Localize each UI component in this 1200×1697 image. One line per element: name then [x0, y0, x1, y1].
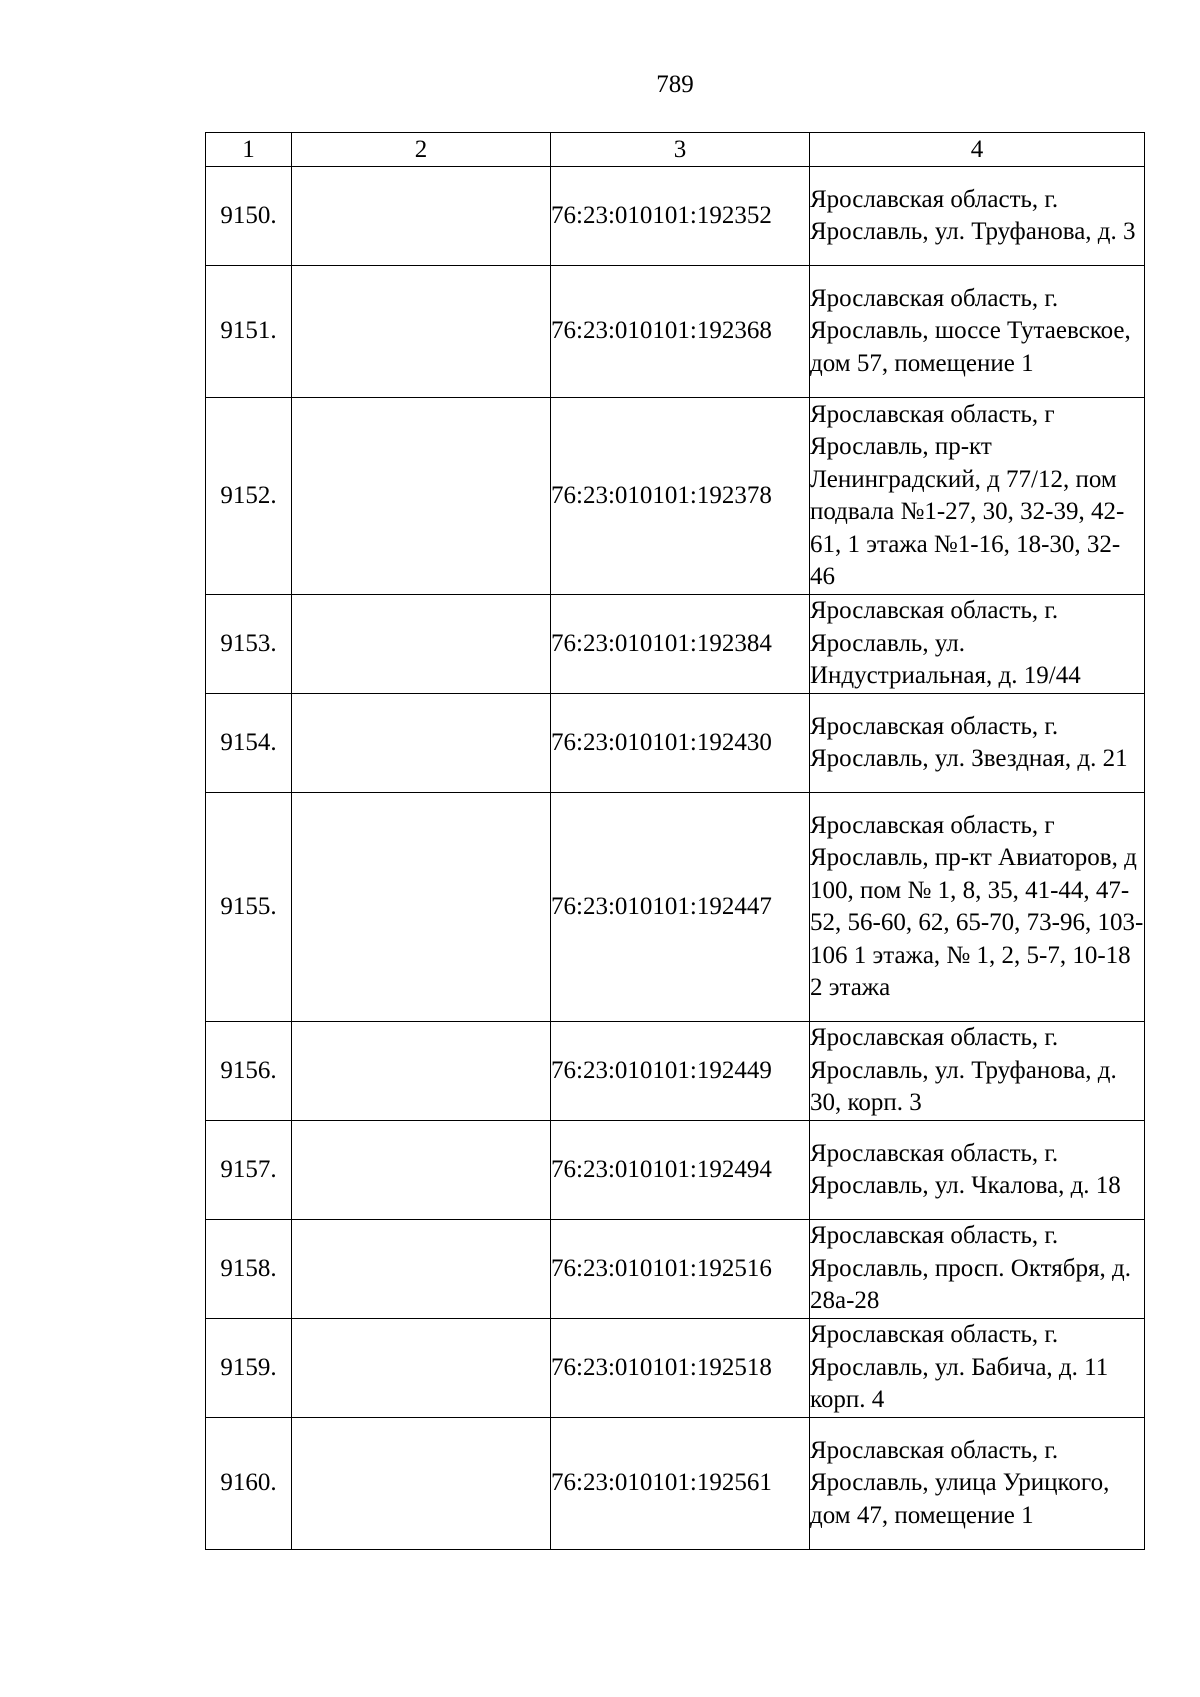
row-col2: [292, 398, 551, 595]
table-row: [206, 694, 1145, 793]
address: Ярославская область, г. Ярославль, ул. Бабича, д. 11 корп. 4: [810, 1319, 1145, 1418]
cadastral-number: 76:23:010101:192378: [551, 398, 810, 595]
row-number: 9158.: [206, 1220, 292, 1319]
table-row: [206, 398, 1145, 595]
column-header: 4: [810, 133, 1145, 167]
row-number: 9153.: [206, 595, 292, 694]
row-number: 9151.: [206, 266, 292, 398]
row-number: 9157.: [206, 1121, 292, 1220]
row-number: 9155.: [206, 793, 292, 1022]
cadastral-number: 76:23:010101:192494: [551, 1121, 810, 1220]
row-col2: [292, 1220, 551, 1319]
address: Ярославская область, г. Ярославль, просп. Октября, д. 28а-28: [810, 1220, 1145, 1319]
row-number: 9156.: [206, 1022, 292, 1121]
address: Ярославская область, г. Ярославль, ул. Чкалова, д. 18: [810, 1121, 1145, 1220]
row-number: 9154.: [206, 694, 292, 793]
address: Ярославская область, г. Ярославль, ул. Труфанова, д. 3: [810, 167, 1145, 266]
table-row: [206, 266, 1145, 398]
table-row: [206, 1121, 1145, 1220]
column-header: 1: [206, 133, 292, 167]
row-col2: [292, 793, 551, 1022]
address: Ярославская область, г. Ярославль, ул. Звездная, д. 21: [810, 694, 1145, 793]
column-header: 2: [292, 133, 551, 167]
column-header: 3: [551, 133, 810, 167]
row-number: 9160.: [206, 1418, 292, 1550]
cadastral-number: 76:23:010101:192352: [551, 167, 810, 266]
cadastral-number: 76:23:010101:192447: [551, 793, 810, 1022]
registry-table: [205, 132, 1145, 1550]
table-row: [206, 1022, 1145, 1121]
row-col2: [292, 266, 551, 398]
row-col2: [292, 1022, 551, 1121]
row-col2: [292, 167, 551, 266]
row-col2: [292, 694, 551, 793]
cadastral-number: 76:23:010101:192384: [551, 595, 810, 694]
address: Ярославская область, г. Ярославль, ул. Индустриальная, д. 19/44: [810, 595, 1145, 694]
address: Ярославская область, г Ярославль, пр-кт Ленинградский, д 77/12, пом подвала №1-27, 30, 32-39, 42-61, 1 этажа №1-16, 18-30, 32-46: [810, 398, 1145, 595]
row-number: 9152.: [206, 398, 292, 595]
address: Ярославская область, г Ярославль, пр-кт Авиаторов, д 100, пом № 1, 8, 35, 41-44, 47-52, 56-60, 62, 65-70, 73-96, 103-106 1 этажа, № 1, 2, 5-7, 10-18 2 этажа: [810, 793, 1145, 1022]
table-row: [206, 1319, 1145, 1418]
row-number: 9159.: [206, 1319, 292, 1418]
cadastral-number: 76:23:010101:192449: [551, 1022, 810, 1121]
table-row: [206, 1418, 1145, 1550]
table-row: [206, 793, 1145, 1022]
row-col2: [292, 595, 551, 694]
row-number: 9150.: [206, 167, 292, 266]
table-row: [206, 595, 1145, 694]
cadastral-number: 76:23:010101:192516: [551, 1220, 810, 1319]
cadastral-number: 76:23:010101:192518: [551, 1319, 810, 1418]
address: Ярославская область, г. Ярославль, ул. Труфанова, д. 30, корп. 3: [810, 1022, 1145, 1121]
row-col2: [292, 1319, 551, 1418]
table-row: [206, 1220, 1145, 1319]
page-number: 789: [656, 71, 694, 98]
cadastral-number: 76:23:010101:192430: [551, 694, 810, 793]
address: Ярославская область, г. Ярославль, улица Урицкого, дом 47, помещение 1: [810, 1418, 1145, 1550]
address: Ярославская область, г. Ярославль, шоссе Тутаевское, дом 57, помещение 1: [810, 266, 1145, 398]
table-header-row: [206, 133, 1145, 167]
cadastral-number: 76:23:010101:192561: [551, 1418, 810, 1550]
table-row: [206, 167, 1145, 266]
row-col2: [292, 1418, 551, 1550]
row-col2: [292, 1121, 551, 1220]
cadastral-number: 76:23:010101:192368: [551, 266, 810, 398]
